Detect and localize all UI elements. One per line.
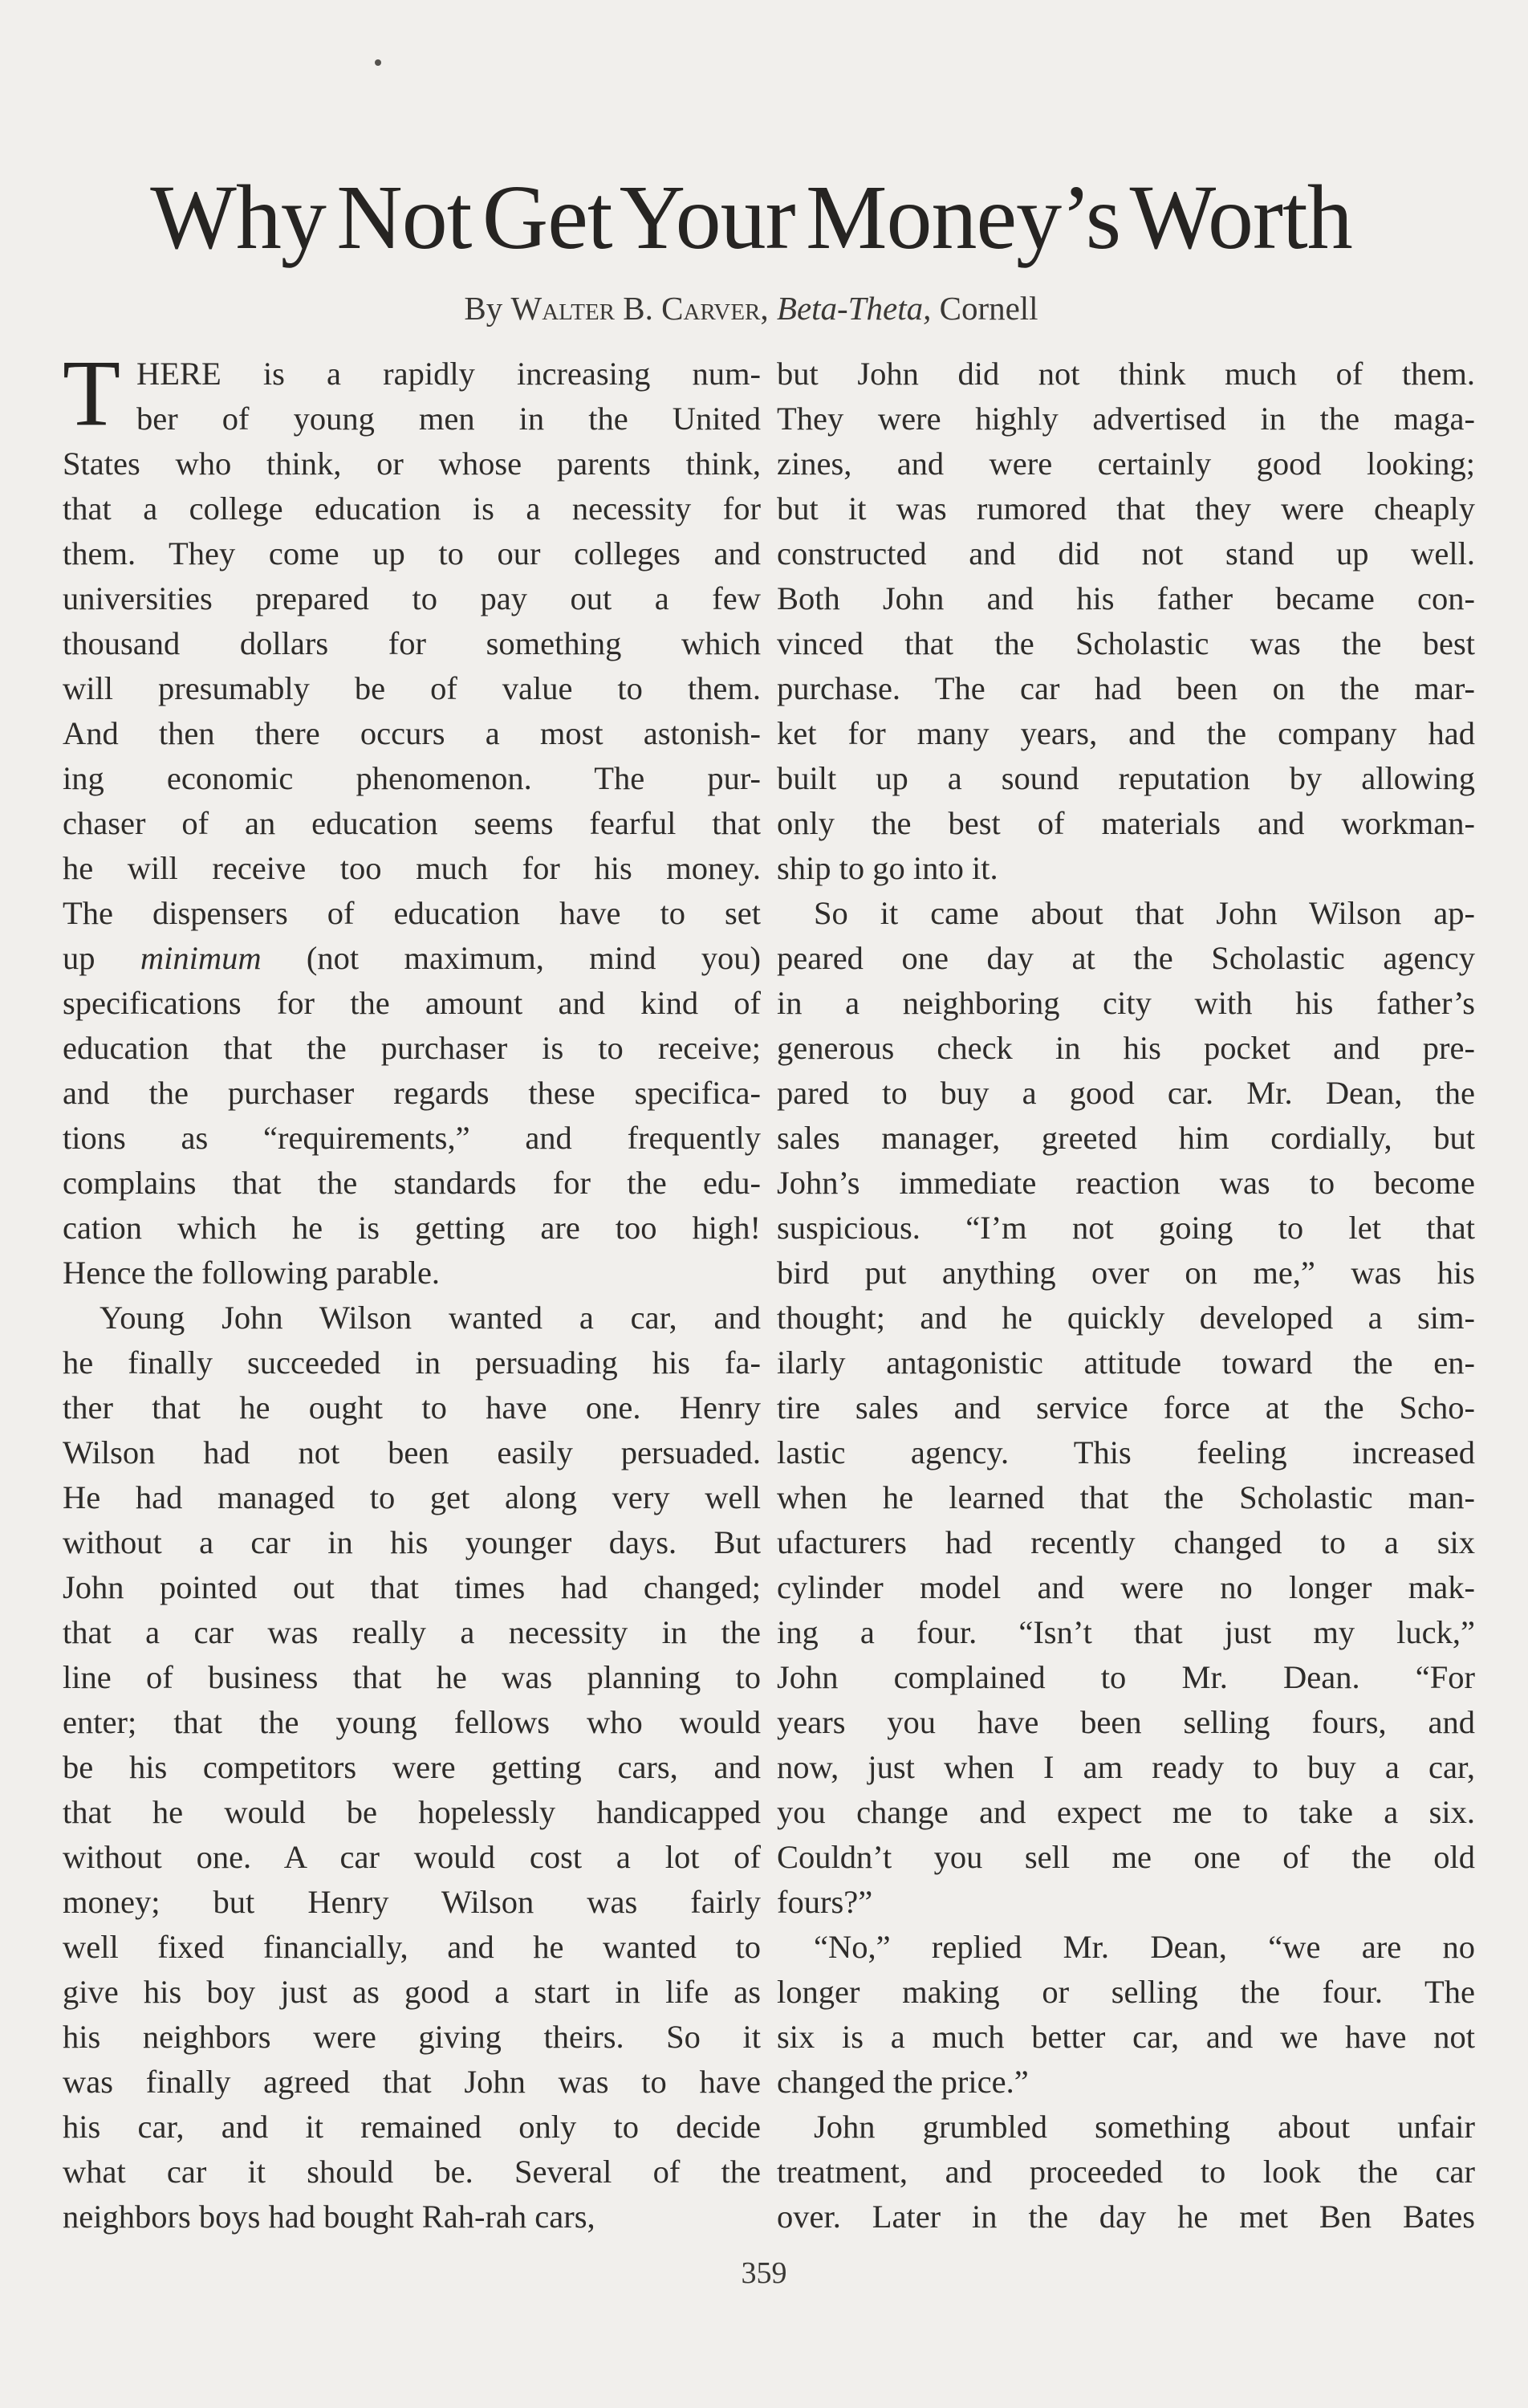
text-line: constructed and did not stand up well.	[777, 535, 1475, 571]
text-line: you change and expect me to take a six.	[777, 1794, 1475, 1830]
text-line: enter; that the young fellows who would	[63, 1704, 761, 1740]
text-line: Couldn’t you sell me one of the old	[777, 1839, 1475, 1875]
text-line: Both John and his father became con-	[777, 580, 1475, 616]
text-line: ther that he ought to have one. Henry	[63, 1389, 761, 1426]
text-line: without a car in his younger days. But	[63, 1524, 761, 1560]
text-line: ket for many years, and the company had	[777, 715, 1475, 751]
text-line: John’s immediate reaction was to become	[777, 1165, 1475, 1201]
byline-author: Walter B. Carver,	[510, 290, 769, 327]
text-line: tire sales and service force at the Scho-	[777, 1389, 1475, 1426]
text-line: he finally succeeded in persuading his fa-	[63, 1344, 761, 1381]
text-line: will presumably be of value to them.	[63, 670, 761, 706]
text-line: tions as “requirements,” and frequently	[63, 1120, 761, 1156]
text-line: was finally agreed that John was to have	[63, 2064, 761, 2100]
text-line: give his boy just as good a start in life as	[63, 1974, 761, 2010]
text-line: Young John Wilson wanted a car, and	[100, 1300, 761, 1336]
text-line: but it was rumored that they were cheaply	[777, 490, 1475, 527]
text-line: ing a four. “Isn’t that just my luck,”	[777, 1614, 1475, 1650]
text-line: changed the price.”	[777, 2064, 1029, 2100]
text-line: The dispensers of education have to set	[63, 895, 761, 931]
text-line: six is a much better car, and we have not	[777, 2019, 1475, 2055]
text-line: “No,” replied Mr. Dean, “we are no	[814, 1929, 1475, 1965]
text-line: John pointed out that times had changed;	[63, 1569, 761, 1605]
text-line: education that the purchaser is to receive;	[63, 1030, 761, 1066]
text-line: money; but Henry Wilson was fairly	[63, 1884, 761, 1920]
text-line: in a neighboring city with his father’s	[777, 985, 1475, 1021]
text-line: chaser of an education seems fearful that	[63, 805, 761, 841]
text-line: vinced that the Scholastic was the best	[777, 625, 1475, 661]
text-line: specifications for the amount and kind of	[63, 985, 761, 1021]
text-line: John complained to Mr. Dean. “For	[777, 1659, 1475, 1695]
text-line: So it came about that John Wilson ap-	[814, 895, 1475, 931]
text-line: They were highly advertised in the maga-	[777, 401, 1475, 437]
text-line: generous check in his pocket and pre-	[777, 1030, 1475, 1066]
text-line: Wilson had not been easily persuaded.	[63, 1434, 761, 1470]
text-line: but John did not think much of them.	[777, 356, 1475, 392]
text-line: fours?”	[777, 1884, 873, 1920]
text-line: sales manager, greeted him cordially, but	[777, 1120, 1475, 1156]
byline-prefix: By	[464, 290, 503, 327]
text-line: longer making or selling the four. The	[777, 1974, 1475, 2010]
text-line: that a college education is a necessity for	[63, 490, 761, 527]
byline-chapter: Beta-Theta,	[776, 290, 932, 327]
drop-cap: T	[63, 340, 121, 445]
text-line: his car, and it remained only to decide	[63, 2109, 761, 2145]
text-line: John grumbled something about unfair	[814, 2109, 1475, 2145]
text-line: them. They come up to our colleges and	[63, 535, 761, 571]
text-line: treatment, and proceeded to look the car	[777, 2154, 1475, 2190]
text-line: suspicious. “I’m not going to let that	[777, 1210, 1475, 1246]
text-line: universities prepared to pay out a few	[63, 580, 761, 616]
text-line: Hence the following parable.	[63, 1255, 441, 1291]
text-line: He had managed to get along very well	[63, 1479, 761, 1515]
byline	[53, 289, 1449, 327]
text-line: without one. A car would cost a lot of	[63, 1839, 761, 1875]
text-line: cation which he is getting are too high!	[63, 1210, 761, 1246]
text-line: ber of young men in the United	[136, 401, 761, 437]
text-line: when he learned that the Scholastic man-	[777, 1479, 1475, 1515]
text-line: up minimum (not maximum, mind you)	[63, 940, 762, 976]
text-line: built up a sound reputation by allowing	[777, 760, 1475, 796]
text-line: years you have been selling fours, and	[777, 1704, 1475, 1740]
text-line: ship to go into it.	[777, 850, 998, 886]
text-line: that a car was really a necessity in the	[63, 1614, 761, 1650]
text-line: purchase. The car had been on the mar-	[777, 670, 1475, 706]
text-line: over. Later in the day he met Ben Bates	[777, 2199, 1475, 2235]
text-line: line of business that he was planning to	[63, 1659, 761, 1695]
text-line: that he would be hopelessly handicapped	[63, 1794, 761, 1830]
text-line: thought; and he quickly developed a sim-	[777, 1300, 1475, 1336]
text-line: and the purchaser regards these specifica-	[63, 1075, 761, 1111]
left-column	[63, 340, 762, 2239]
text-line: he will receive too much for his money.	[63, 850, 761, 886]
page-number: 359	[741, 2256, 787, 2290]
text-line: what car it should be. Several of the	[63, 2154, 761, 2190]
text-line: now, just when I am ready to buy a car,	[777, 1749, 1475, 1785]
text-line: ufacturers had recently changed to a six	[777, 1524, 1475, 1560]
text-line: pared to buy a good car. Mr. Dean, the	[777, 1075, 1475, 1111]
text-line: peared one day at the Scholastic agency	[777, 940, 1475, 976]
text-line: zines, and were certainly good looking;	[777, 445, 1475, 482]
text-line: And then there occurs a most astonish-	[63, 715, 761, 751]
text-line: lastic agency. This feeling increased	[777, 1434, 1475, 1470]
text-line: neighbors boys had bought Rah-rah cars,	[63, 2199, 595, 2235]
text-line: thousand dollars for something which	[63, 625, 761, 661]
text-line: well fixed financially, and he wanted to	[63, 1929, 761, 1965]
right-column	[777, 352, 1475, 2239]
text-line: ing economic phenomenon. The pur-	[63, 760, 761, 796]
text-line: bird put anything over on me,” was his	[777, 1255, 1475, 1291]
byline-school: Cornell	[939, 290, 1038, 327]
text-line-content: HERE is a rapidly increasing num-	[136, 356, 761, 392]
text-line: States who think, or whose parents think,	[63, 445, 761, 482]
ink-speck	[375, 59, 381, 66]
text-line: cylinder model and were no longer mak-	[777, 1569, 1475, 1605]
article-title: Why Not Get Your Money’s Worth	[150, 166, 1352, 268]
text-line: complains that the standards for the edu-	[63, 1165, 761, 1201]
text-line: ilarly antagonistic attitude toward the en-	[777, 1344, 1475, 1381]
text-line: his neighbors were giving theirs. So it	[63, 2019, 761, 2055]
text-line: only the best of materials and workman-	[777, 805, 1475, 841]
text-line: be his competitors were getting cars, and	[63, 1749, 761, 1785]
